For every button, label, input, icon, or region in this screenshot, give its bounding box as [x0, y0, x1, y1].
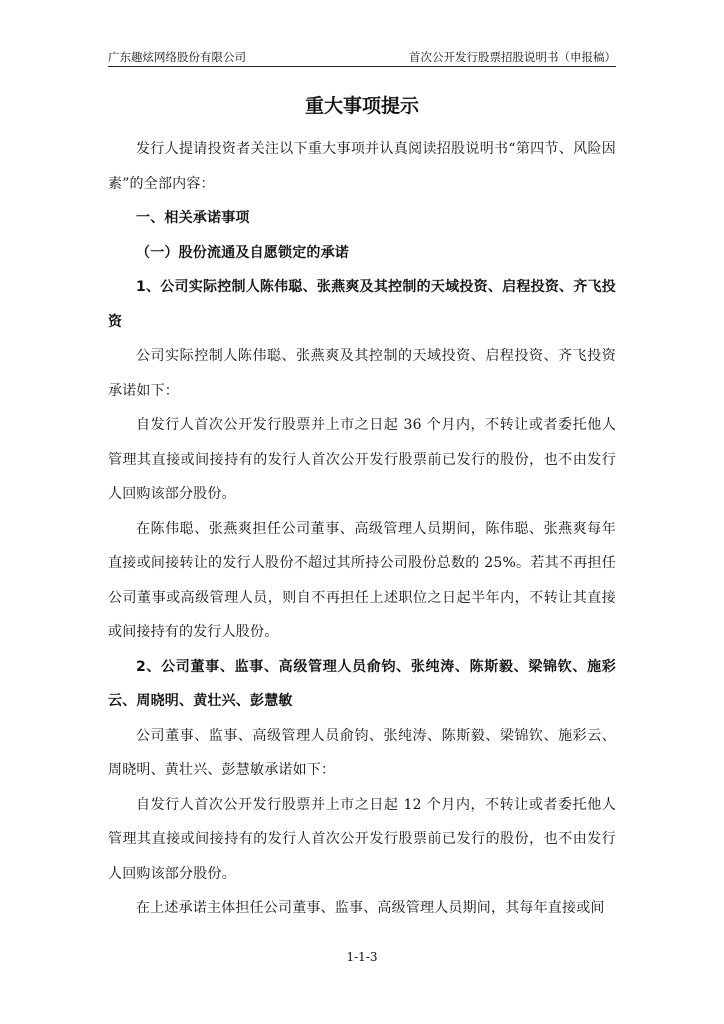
paragraph-directors-commit: 公司董事、监事、高级管理人员俞钧、张纯涛、陈斯毅、梁锦钦、施彩云、周晓明、黄壮兴、彭慧敏承诺如下：	[108, 727, 616, 778]
section-title: 重大事项提示	[304, 95, 419, 117]
paragraph-25-percent-limit: 在陈伟聪、张燕爽担任公司董事、高级管理人员期间，陈伟聪、张燕爽每年直接或间接转让的发行人股份不超过其所持公司股份总数的 25%。若其不再担任公司董事或高级管理人员，则自不再担任上述职位之日起半年内，不转让其直接或间接持有的发行人股份。	[108, 520, 616, 640]
paragraph-controllers-commit: 公司实际控制人陈伟聪、张燕爽及其控制的天域投资、启程投资、齐飞投资承诺如下：	[108, 348, 616, 399]
header-company-name: 广东趣炫网络股份有限公司	[108, 50, 246, 64]
heading-controllers: 1、公司实际控制人陈伟聪、张燕爽及其控制的天域投资、启程投资、齐飞投资	[108, 279, 616, 330]
paragraph-tenure-transfer: 在上述承诺主体担任公司董事、监事、高级管理人员期间，其每年直接或间	[136, 900, 605, 916]
heading-directors: 2、公司董事、监事、高级管理人员俞钧、张纯涛、陈斯毅、梁锦钦、施彩云、周晓明、黄壮兴、彭慧敏	[108, 658, 616, 709]
intro-paragraph: 发行人提请投资者关注以下重大事项并认真阅读招股说明书“第四节、风险因素”的全部内容：	[108, 141, 616, 192]
paragraph-12-month-lock: 自发行人首次公开发行股票并上市之日起 12 个月内，不转让或者委托他人管理其直接或间接持有的发行人首次公开发行股票前已发行的股份，也不由发行人回购该部分股份。	[108, 796, 616, 882]
heading-commitments: 一、相关承诺事项	[136, 210, 250, 226]
paragraph-36-month-lock: 自发行人首次公开发行股票并上市之日起 36 个月内，不转让或者委托他人管理其直接或间接持有的发行人首次公开发行股票前已发行的股份，也不由发行人回购该部分股份。	[108, 417, 616, 502]
subheading-share-lockup: （一）股份流通及自愿锁定的承诺	[136, 244, 349, 261]
header-document-title: 首次公开发行股票招股说明书（申报稿）	[409, 50, 616, 64]
document-body	[108, 132, 616, 926]
page-header	[108, 48, 616, 67]
page-number: 1-1-3	[346, 950, 378, 964]
